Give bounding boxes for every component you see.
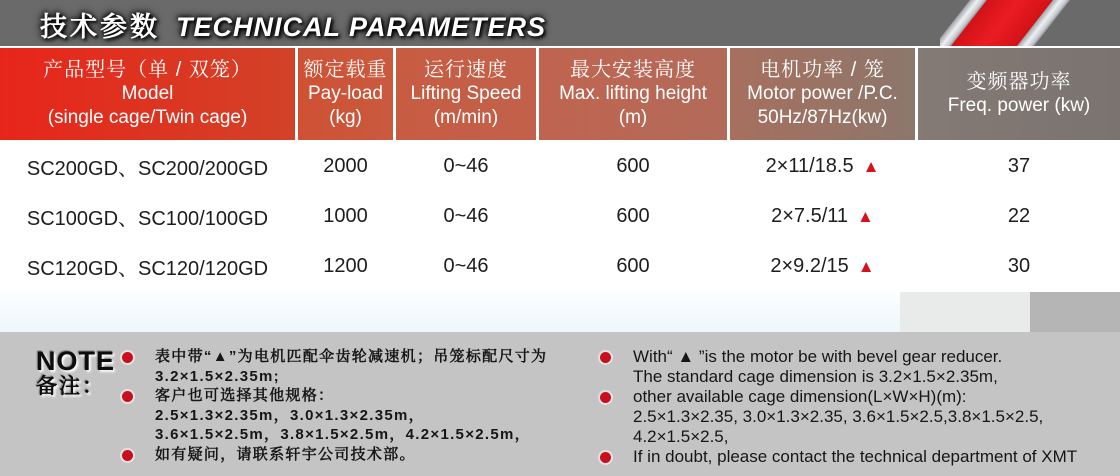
note-list-english: [600, 347, 1115, 467]
header-line: Freq. power (kw): [947, 95, 1091, 116]
reflection-block: [1030, 292, 1120, 332]
technical-parameters-table: [0, 46, 1120, 292]
header-line: 电机功率 / 笼: [760, 59, 885, 81]
cell-payload: 1200: [323, 255, 368, 277]
section-header-banner: [0, 0, 1120, 46]
note-label-en: NOTE: [36, 346, 116, 376]
header-line: 产品型号（单 / 双笼）: [43, 59, 252, 81]
header-line: Model: [121, 83, 174, 104]
note-lines: [633, 347, 1002, 387]
reflection-block: [900, 292, 1030, 332]
note-item: [122, 445, 582, 465]
cell-height: 600: [616, 155, 650, 177]
cell-height: 600: [616, 255, 650, 277]
header-line: 50Hz/87Hz(kw): [757, 107, 888, 128]
cell-motor-power: [730, 243, 915, 290]
note-lines: [633, 447, 1077, 467]
bullet-dot-icon: [600, 392, 611, 403]
note-label-zh: 备注：: [36, 375, 105, 398]
bevel-reducer-triangle-icon: ▲: [857, 206, 874, 226]
cell-freq-power: 22: [1007, 205, 1031, 227]
header-line: (m): [618, 107, 648, 128]
header-line: Lifting Speed: [410, 83, 522, 104]
cell-speed: 0~46: [443, 205, 489, 227]
table-reflection-band: [0, 292, 1120, 332]
cell-freq-power: 30: [1007, 255, 1031, 277]
header-line: 运行速度: [424, 59, 508, 81]
note-line: The standard cage dimension is 3.2×1.5×2.35m,: [633, 367, 998, 386]
note-line: 表中带“▲”为电机匹配伞齿轮减速机；吊笼标配尺寸为: [155, 348, 548, 365]
note-label: [36, 348, 115, 400]
note-line: 客户也可选择其他规格：: [155, 387, 335, 404]
note-item: [600, 347, 1115, 387]
note-item: [600, 387, 1115, 447]
note-lines: [155, 386, 531, 445]
bullet-dot-icon: [122, 450, 133, 461]
note-lines: [633, 387, 1115, 447]
cell-speed: 0~46: [443, 155, 489, 177]
bevel-reducer-triangle-icon: ▲: [857, 256, 875, 276]
header-line: Motor power /P.C.: [747, 83, 898, 104]
column-header-motor-power: [730, 48, 915, 140]
note-line: With“ ▲ ”is the motor be with bevel gear reducer.: [633, 347, 1003, 366]
cell-model: SC200GD、SC200/200GD: [26, 158, 269, 180]
column-header-speed: [396, 48, 536, 140]
cell-model: SC100GD、SC100/100GD: [26, 208, 269, 230]
bevel-reducer-triangle-icon: ▲: [862, 156, 880, 176]
note-item: [122, 386, 582, 445]
note-list-chinese: [122, 347, 582, 464]
cell-freq-power: 37: [1007, 155, 1031, 177]
bullet-dot-icon: [122, 391, 133, 402]
cell-motor-power: [730, 143, 915, 190]
note-lines: [155, 445, 416, 465]
header-line: (single cage/Twin cage): [47, 107, 248, 128]
page-title-en: TECHNICAL PARAMETERS: [176, 12, 547, 42]
cell-payload: 1000: [323, 205, 368, 227]
note-line: 2.5×1.3×2.35m，3.0×1.3×2.35m，: [155, 406, 425, 424]
header-line: Max. lifting height: [559, 83, 707, 104]
note-item: [600, 447, 1115, 467]
column-header-freq-power: [918, 48, 1120, 140]
note-line: other available cage dimension(L×W×H)(m):: [633, 387, 967, 406]
note-section: [0, 332, 1120, 476]
note-line: 如有疑问，请联系轩宇公司技术部。: [155, 445, 416, 463]
page-title-zh: 技术参数: [40, 12, 160, 42]
header-line: (kg): [329, 107, 362, 128]
cell-motor-power: [730, 193, 915, 240]
cell-speed: 0~46: [443, 255, 489, 277]
diagonal-stripes-decoration: [940, 0, 1120, 46]
header-line: (m/min): [433, 107, 499, 128]
motor-value: 2×11/18.5: [765, 155, 854, 177]
note-item: [122, 347, 582, 386]
column-header-height: [539, 48, 727, 140]
bullet-dot-icon: [122, 352, 133, 363]
note-lines: [155, 347, 547, 386]
note-line: 3.2×1.5×2.35m;: [155, 367, 280, 385]
cell-payload: 2000: [323, 155, 368, 177]
header-line: 最大安装高度: [570, 59, 696, 81]
header-line: 额定载重: [303, 59, 388, 81]
page-title: [40, 5, 546, 44]
note-line: If in doubt, please contact the technical department of XMT: [633, 447, 1078, 466]
bullet-dot-icon: [600, 452, 611, 463]
column-header-payload: [298, 48, 393, 140]
note-line: 2.5×1.3×2.35, 3.0×1.3×2.35, 3.6×1.5×2.5,3.8×1.5×2.5, 4.2×1.5×2.5,: [633, 407, 1044, 446]
motor-value: 2×7.5/11: [771, 205, 849, 227]
note-line: 3.6×1.5×2.5m，3.8×1.5×2.5m，4.2×1.5×2.5m，: [155, 426, 531, 443]
motor-value: 2×9.2/15: [770, 255, 849, 277]
bullet-dot-icon: [600, 352, 611, 363]
cell-height: 600: [616, 205, 650, 227]
cell-model: SC120GD、SC120/120GD: [26, 258, 269, 280]
header-line: 变频器功率: [966, 71, 1072, 93]
column-header-model: [0, 48, 295, 140]
header-line: Pay-load: [308, 83, 383, 104]
